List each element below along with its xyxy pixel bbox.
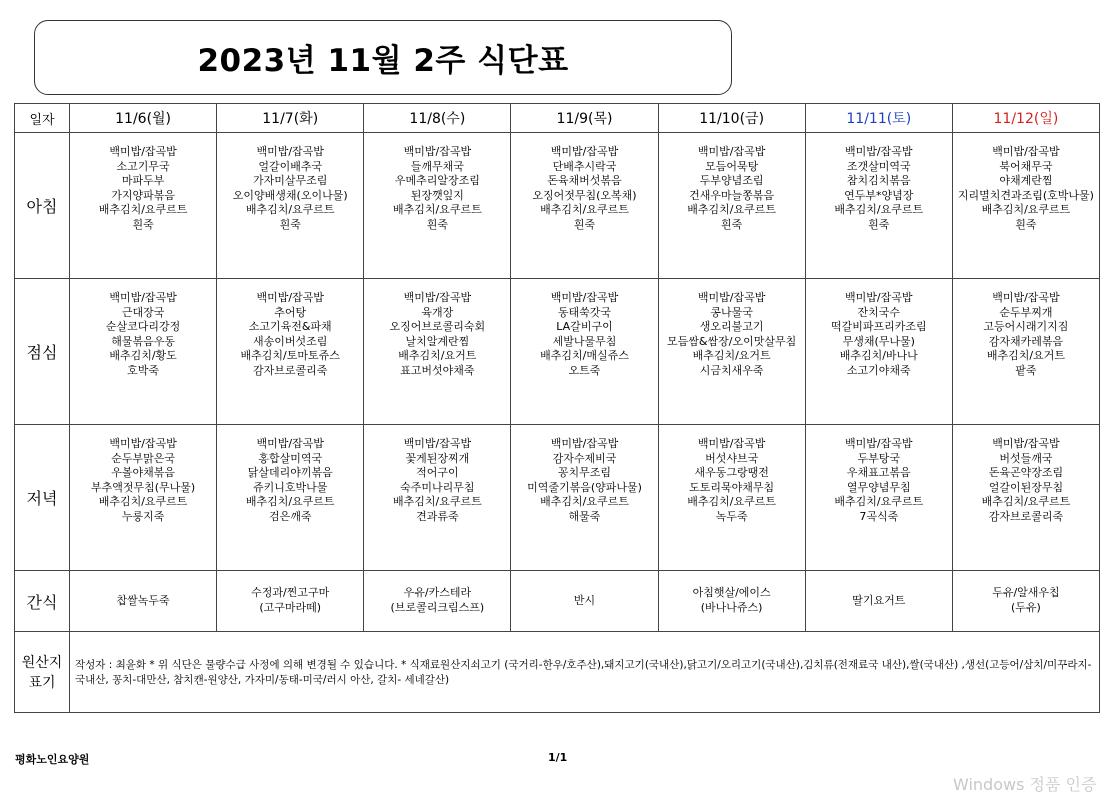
- menu-item: 배추김치/요거트: [398, 349, 477, 363]
- day-header: 11/6(월): [70, 104, 217, 133]
- menu-item: 흰죽: [1015, 217, 1037, 231]
- snack-row: [15, 571, 1100, 632]
- menu-item: 미역줄기볶음(양파나물): [527, 480, 642, 494]
- snack-cell: [364, 571, 511, 632]
- breakfast-row: [15, 133, 1100, 279]
- menu-item: 두유/알새우칩: [992, 586, 1060, 600]
- menu-item: 배추김치/매실쥬스: [540, 349, 629, 363]
- breakfast-cell: [364, 133, 511, 279]
- menu-item: 꽁치무조림: [557, 466, 612, 480]
- menu-item: 두부양념조림: [699, 174, 764, 188]
- menu-item: 백미밥/잡곡밥: [845, 437, 913, 450]
- menu-item: LA갈비구이: [556, 320, 613, 334]
- menu-item: 백미밥/잡곡밥: [256, 291, 324, 304]
- origin-text: 작성자 : 최윤화 * 위 식단은 물량수급 사정에 의해 변경될 수 있습니다. * 식재료원산지쇠고기 (국거리-한우/호주산),돼지고기(국내산),닭고기/오리고기(국내산),김치류(전재료국 내산),쌀(국내산) ,생선(고등어/삼치/미꾸라지-국내산, 꽁치-대만산, 참치캔-원양산, 가자미/동태-미국/러시 아산, 갈치- 세네갈산): [70, 632, 1100, 713]
- menu-item: 백미밥/잡곡밥: [992, 437, 1060, 450]
- menu-item: 감자브로콜리죽: [253, 363, 328, 377]
- menu-item: 녹두죽: [715, 509, 748, 523]
- row-label: 간식: [15, 571, 70, 632]
- breakfast-cell: [70, 133, 217, 279]
- lunch-row: [15, 279, 1100, 425]
- page-title: 2023년 11월 2주 식단표: [197, 43, 569, 79]
- menu-item: 참치김치볶음: [846, 174, 911, 188]
- menu-item: 배추김치/요쿠르트: [540, 203, 629, 217]
- lunch-cell: [217, 279, 364, 425]
- menu-item: 흰죽: [868, 217, 890, 231]
- menu-item: 된장깻잎지: [410, 188, 464, 202]
- dinner-cell: [805, 425, 952, 571]
- footer-org: 평화노인요양원: [15, 753, 90, 766]
- menu-item: 수정과/찐고구마: [251, 586, 330, 600]
- menu-item: 배추김치/요쿠르트: [981, 495, 1071, 509]
- menu-item: 오트죽: [568, 363, 601, 377]
- menu-item: 배추김치/요쿠르트: [245, 203, 335, 217]
- menu-item: 순두부맑은국: [111, 451, 175, 465]
- row-label: 점심: [15, 279, 70, 425]
- menu-item: 팥죽: [1015, 363, 1037, 377]
- menu-item: 해물볶음우동: [111, 334, 175, 348]
- menu-item: 반시: [573, 593, 596, 607]
- menu-item: 고등어시래기지짐: [983, 320, 1069, 334]
- date-label: 일자: [15, 104, 70, 133]
- snack-cell: [952, 571, 1099, 632]
- breakfast-cell: [511, 133, 658, 279]
- menu-item: 백미밥/잡곡밥: [550, 437, 619, 450]
- menu-item: 동태쑥갓국: [557, 305, 612, 319]
- menu-item: 백미밥/잡곡밥: [992, 291, 1060, 304]
- menu-item: 배추김치/요쿠르트: [981, 203, 1071, 217]
- row-label: 저녁: [15, 425, 70, 571]
- menu-item: 시금치새우죽: [699, 363, 764, 377]
- menu-item: 백미밥/잡곡밥: [697, 291, 766, 304]
- day-header: 11/10(금): [658, 104, 805, 133]
- menu-item: 새송이버섯조림: [253, 334, 328, 348]
- menu-item: 소고기육전&파채: [248, 320, 332, 334]
- menu-item: 백미밥/잡곡밥: [256, 145, 324, 158]
- menu-item: 북어채무국: [999, 159, 1053, 173]
- menu-item: 가지양파볶음: [111, 188, 175, 202]
- lunch-cell: [805, 279, 952, 425]
- menu-item: 백미밥/잡곡밥: [403, 291, 472, 304]
- menu-item: 추어탕: [274, 305, 307, 319]
- menu-item: 건새우마늘쫑볶음: [689, 188, 775, 202]
- menu-item: 가자미살무조림: [253, 174, 328, 188]
- menu-item: 배추김치/요쿠르트: [98, 203, 188, 217]
- menu-item: 표고버섯야채죽: [400, 363, 475, 377]
- menu-item: 찹쌀녹두죽: [116, 593, 170, 607]
- menu-item: 얼갈이배추국: [258, 159, 323, 173]
- menu-item: 근대장국: [121, 305, 165, 319]
- menu-item: 홍합살미역국: [258, 451, 323, 465]
- menu-item: 백미밥/잡곡밥: [109, 291, 177, 304]
- menu-item: 닭살데리야끼볶음: [247, 466, 333, 480]
- menu-item: 부추액젓무침(무나물): [90, 480, 196, 494]
- menu-item: 백미밥/잡곡밥: [256, 437, 324, 450]
- menu-item: 백미밥/잡곡밥: [109, 437, 177, 450]
- menu-item: 배추김치/요쿠르트: [540, 495, 629, 509]
- menu-item: 흰죽: [132, 217, 154, 231]
- menu-item: 배추김치/요쿠르트: [834, 495, 924, 509]
- day-header: 11/8(수): [364, 104, 511, 133]
- menu-item: 소고기무국: [116, 159, 170, 173]
- menu-item: 흰죽: [573, 217, 596, 231]
- menu-item: 백미밥/잡곡밥: [403, 145, 472, 158]
- menu-item: 백미밥/잡곡밥: [403, 437, 472, 450]
- menu-item: 돈육곤약장조림: [988, 466, 1064, 480]
- day-header: 11/9(목): [511, 104, 658, 133]
- menu-item: 조갯살미역국: [846, 159, 911, 173]
- menu-item: 감자브로콜리죽: [988, 509, 1064, 523]
- menu-item: 순두부찌개: [999, 305, 1053, 319]
- menu-item: 야채계란찜: [999, 174, 1053, 188]
- menu-item: 호박죽: [127, 363, 160, 377]
- menu-item: 우유/카스테라: [403, 586, 472, 600]
- origin-label: 원산지 표기: [15, 632, 70, 713]
- menu-item: 백미밥/잡곡밥: [550, 145, 619, 158]
- menu-item: 돈육채버섯볶음: [547, 174, 622, 188]
- menu-item: 흰죽: [426, 217, 448, 231]
- menu-item: 배추김치/바나나: [839, 349, 918, 363]
- menu-item: 잔치국수: [857, 305, 901, 319]
- menu-item: (두유): [1011, 601, 1041, 614]
- snack-cell: [805, 571, 952, 632]
- menu-item: 지리멸치견과조림(호박나물): [957, 188, 1094, 202]
- menu-item: 마파두부: [121, 174, 165, 188]
- row-label: 아침: [15, 133, 70, 279]
- breakfast-cell: [952, 133, 1099, 279]
- menu-item: 생오리불고기: [699, 320, 764, 334]
- menu-item: 배추김치/요거트: [986, 349, 1065, 363]
- menu-item: 떡갈비파프리카조림: [830, 320, 927, 334]
- lunch-cell: [70, 279, 217, 425]
- menu-table: [14, 103, 1100, 713]
- menu-item: 흰죽: [721, 217, 743, 231]
- menu-item: 새우동그랑땡전: [694, 466, 769, 480]
- menu-item: 도토리묵야채무침: [689, 480, 775, 494]
- menu-item: 감자수제비국: [552, 451, 617, 465]
- menu-item: 배추김치/요쿠르트: [392, 495, 482, 509]
- header-row: [15, 104, 1100, 133]
- menu-item: 오징어브로콜리숙회: [389, 320, 486, 334]
- menu-item: 검은깨죽: [268, 509, 312, 523]
- snack-cell: [511, 571, 658, 632]
- origin-row: [15, 632, 1100, 713]
- menu-item: 감자채카레볶음: [988, 334, 1064, 348]
- breakfast-cell: [658, 133, 805, 279]
- menu-item: 세발나물무침: [552, 334, 617, 348]
- menu-item: 배추김치/요쿠르트: [687, 495, 776, 509]
- menu-item: 누룽지죽: [121, 509, 165, 523]
- menu-item: 흰죽: [279, 217, 301, 231]
- menu-item: 배추김치/요거트: [692, 349, 771, 363]
- dinner-cell: [511, 425, 658, 571]
- title-box: [34, 20, 732, 95]
- menu-item: 들깨무채국: [410, 159, 464, 173]
- menu-item: 배추김치/요쿠르트: [687, 203, 776, 217]
- snack-cell: [658, 571, 805, 632]
- activation-watermark: Windows 정품 인증: [953, 775, 1097, 794]
- menu-item: 단배추시락국: [552, 159, 617, 173]
- menu-item: 오이양배생채(오이나물): [232, 188, 348, 202]
- menu-item: (고구마라떼): [259, 601, 322, 614]
- menu-item: 백미밥/잡곡밥: [109, 145, 177, 158]
- menu-item: 꽃게된장찌개: [405, 451, 470, 465]
- menu-item: (바나나쥬스): [700, 601, 763, 614]
- menu-item: 배추김치/요쿠르트: [834, 203, 924, 217]
- menu-item: 소고기야채죽: [846, 363, 911, 377]
- menu-item: 오징어젓무침(오복채): [532, 188, 637, 202]
- menu-item: 7곡식죽: [859, 509, 899, 523]
- menu-item: 배추김치/황도: [109, 349, 177, 363]
- menu-item: 견과류죽: [416, 509, 459, 523]
- menu-item: 백미밥/잡곡밥: [845, 291, 913, 304]
- menu-item: 무생채(무나물): [842, 334, 915, 348]
- menu-item: 육개장: [421, 305, 454, 319]
- lunch-cell: [952, 279, 1099, 425]
- menu-item: 배추김치/요쿠르트: [392, 203, 482, 217]
- footer-page: 1/1: [548, 751, 568, 764]
- menu-item: 순살코다리강정: [105, 320, 181, 334]
- lunch-cell: [511, 279, 658, 425]
- lunch-cell: [364, 279, 511, 425]
- menu-item: 백미밥/잡곡밥: [697, 437, 766, 450]
- menu-item: 우채표고볶음: [846, 466, 911, 480]
- menu-item: 모듬쌈&쌈장/오이맛살무침: [667, 334, 797, 348]
- menu-item: 배추김치/요쿠르트: [245, 495, 335, 509]
- dinner-cell: [952, 425, 1099, 571]
- menu-item: 적어구이: [416, 466, 459, 480]
- menu-item: 백미밥/잡곡밥: [550, 291, 619, 304]
- breakfast-cell: [217, 133, 364, 279]
- menu-item: 백미밥/잡곡밥: [845, 145, 913, 158]
- menu-item: 콩나물국: [710, 305, 753, 319]
- day-header-sunday: 11/12(일): [952, 104, 1099, 133]
- dinner-row: [15, 425, 1100, 571]
- breakfast-cell: [805, 133, 952, 279]
- menu-item: 해물죽: [568, 509, 601, 523]
- menu-item: 아침햇살/에이스: [692, 586, 771, 600]
- menu-item: 버섯샤브국: [705, 451, 759, 465]
- menu-item: 배추김치/요쿠르트: [98, 495, 188, 509]
- day-header-saturday: 11/11(토): [805, 104, 952, 133]
- menu-item: 연두부*양념장: [844, 188, 914, 202]
- menu-item: 숙주미나리무침: [400, 480, 475, 494]
- menu-item: 쥬키니호박나물: [253, 480, 328, 494]
- menu-item: 우볼야채볶음: [111, 466, 175, 480]
- menu-item: 열무양념무침: [846, 480, 911, 494]
- dinner-cell: [364, 425, 511, 571]
- dinner-cell: [70, 425, 217, 571]
- snack-cell: [70, 571, 217, 632]
- lunch-cell: [658, 279, 805, 425]
- snack-cell: [217, 571, 364, 632]
- menu-item: 배추김치/토마토쥬스: [240, 349, 340, 363]
- menu-item: 백미밥/잡곡밥: [697, 145, 766, 158]
- menu-item: 모듬어묵탕: [705, 159, 759, 173]
- day-header: 11/7(화): [217, 104, 364, 133]
- menu-item: 딸기요거트: [852, 593, 906, 607]
- dinner-cell: [217, 425, 364, 571]
- menu-item: 백미밥/잡곡밥: [992, 145, 1060, 158]
- menu-item: 버섯들깨국: [999, 451, 1053, 465]
- menu-item: 얼갈이된장무침: [988, 480, 1064, 494]
- dinner-cell: [658, 425, 805, 571]
- menu-item: 우메추리알장조림: [394, 174, 480, 188]
- menu-item: 날치알계란찜: [405, 334, 470, 348]
- menu-item: (브로콜리크림스프): [390, 601, 485, 614]
- menu-item: 두부탕국: [857, 451, 901, 465]
